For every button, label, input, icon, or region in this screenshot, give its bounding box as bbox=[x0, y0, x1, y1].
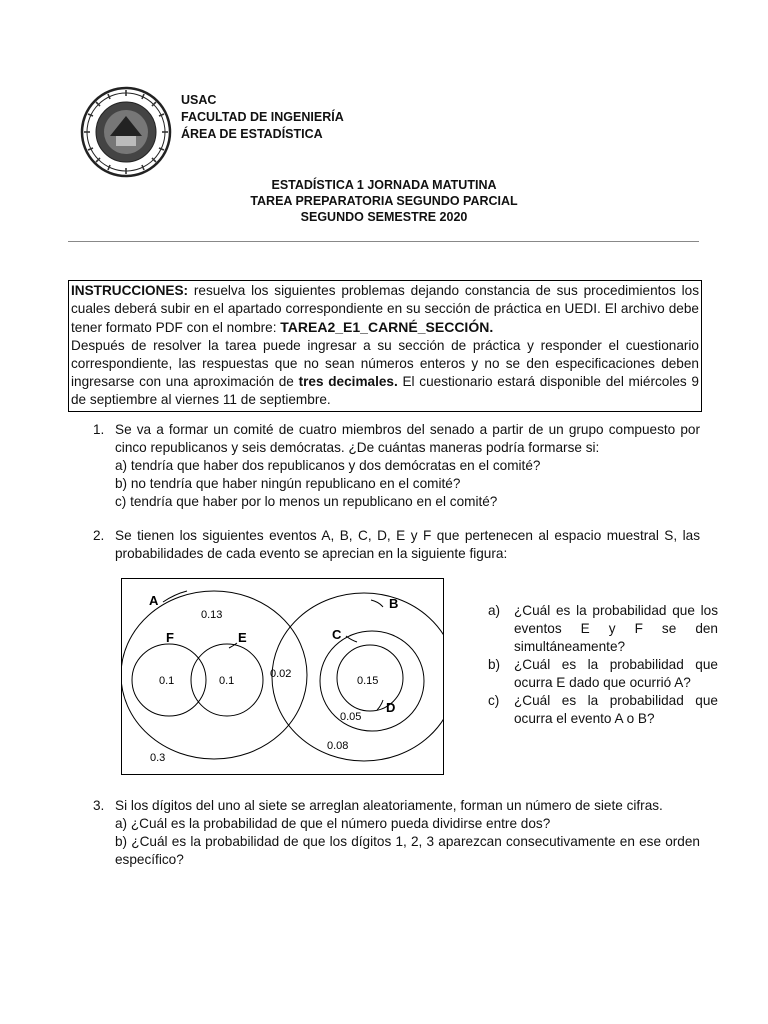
value-e-only: 0.1 bbox=[219, 675, 235, 687]
question-text: ¿Cuál es la probabilidad que ocurra el evento A o B? bbox=[514, 693, 718, 726]
header-divider bbox=[68, 241, 699, 242]
instructions-text-1: resuelva los siguientes problemas dejando constancia de sus procedimientos los cuales deberá subir en el apartado correspondiente en su sección de práctica en UEDI. El archivo debe tener formato PDF con el nombre: bbox=[71, 283, 699, 335]
course-line: ESTADÍSTICA 1 JORNADA MATUTINA bbox=[271, 178, 497, 192]
question-item bbox=[488, 602, 718, 656]
problem-statement: Se va a formar un comité de cuatro miembros del senado a partir de un grupo compuesto por cinco republicanos y seis demócratas. ¿De cuántas maneras podría formarse si: bbox=[115, 422, 700, 455]
instructions-label: INSTRUCCIONES: bbox=[71, 283, 189, 298]
institution-line: USAC bbox=[181, 93, 217, 107]
problem-part: a) ¿Cuál es la probabilidad de que el número pueda dividirse entre dos? bbox=[115, 816, 551, 831]
question-label: b) bbox=[488, 657, 501, 672]
area-line: ÁREA DE ESTADÍSTICA bbox=[181, 127, 323, 141]
problem-2-questions bbox=[488, 602, 718, 728]
label-b: B bbox=[389, 596, 399, 611]
question-text: ¿Cuál es la probabilidad que ocurra E dado que ocurrió A? bbox=[514, 657, 718, 690]
file-name: TAREA2_E1_CARNÉ_SECCIÓN. bbox=[280, 319, 494, 335]
value-d: 0.15 bbox=[357, 675, 379, 687]
problem-part: b) ¿Cuál es la probabilidad de que los dígitos 1, 2, 3 aparezcan consecutivamente en ese orden específico? bbox=[115, 834, 700, 867]
problem-statement: Se tienen los siguientes eventos A, B, C, D, E y F que pertenecen al espacio muestral S, las probabilidades de cada evento se aprecian en la siguiente figura: bbox=[115, 528, 700, 561]
question-label: c) bbox=[488, 693, 500, 708]
label-d: D bbox=[386, 700, 396, 715]
university-seal-logo bbox=[80, 86, 172, 178]
course-title bbox=[0, 177, 768, 225]
problem-number: 3. bbox=[93, 798, 105, 813]
label-a: A bbox=[149, 593, 159, 608]
problem-3 bbox=[93, 797, 700, 869]
instructions-paragraph-1 bbox=[71, 282, 699, 337]
question-item bbox=[488, 692, 718, 728]
instructions-text-2: Después de resolver la tarea puede ingresar a su sección de práctica y responder el cuestionario correspondiente, las respuestas que no sean números enteros y no se den especificaciones deben ingresarse con una aproximación de bbox=[71, 338, 699, 389]
problem-part: c) tendría que haber por lo menos un republicano en el comité? bbox=[115, 494, 498, 509]
problem-number: 1. bbox=[93, 422, 105, 437]
label-e: E bbox=[238, 630, 247, 645]
instructions-paragraph-2 bbox=[71, 337, 699, 409]
problem-statement: Si los dígitos del uno al siete se arreglan aleatoriamente, forman un número de siete cifras. bbox=[115, 798, 663, 813]
value-b-only: 0.08 bbox=[327, 740, 349, 752]
venn-diagram bbox=[121, 578, 444, 775]
value-a-only: 0.13 bbox=[201, 609, 223, 621]
label-c: C bbox=[332, 627, 342, 642]
problem-2 bbox=[93, 527, 700, 563]
problem-1 bbox=[93, 421, 700, 511]
question-item bbox=[488, 656, 718, 692]
value-f-only: 0.1 bbox=[159, 675, 175, 687]
problem-part: b) no tendría que haber ningún republicano en el comité? bbox=[115, 476, 461, 491]
semester-line: SEGUNDO SEMESTRE 2020 bbox=[300, 210, 468, 224]
assignment-line: TAREA PREPARATORIA SEGUNDO PARCIAL bbox=[250, 194, 518, 208]
value-outside: 0.3 bbox=[150, 752, 166, 764]
value-between: 0.02 bbox=[270, 668, 292, 680]
instructions-text-3: El cuestionario estará disponible del miércoles 9 de septiembre al viernes 11 de septiembre. bbox=[71, 374, 699, 407]
problem-number: 2. bbox=[93, 528, 105, 543]
question-text: ¿Cuál es la probabilidad que los eventos E y F se den simultáneamente? bbox=[514, 603, 718, 654]
decimals-emphasis: tres decimales. bbox=[298, 374, 398, 389]
instructions-box bbox=[68, 280, 702, 412]
question-label: a) bbox=[488, 603, 501, 618]
faculty-line: FACULTAD DE INGENIERÍA bbox=[181, 110, 344, 124]
label-f: F bbox=[166, 630, 174, 645]
problem-part: a) tendría que haber dos republicanos y dos demócratas en el comité? bbox=[115, 458, 541, 473]
institution-header bbox=[181, 92, 344, 143]
value-c-only: 0.05 bbox=[340, 711, 362, 723]
